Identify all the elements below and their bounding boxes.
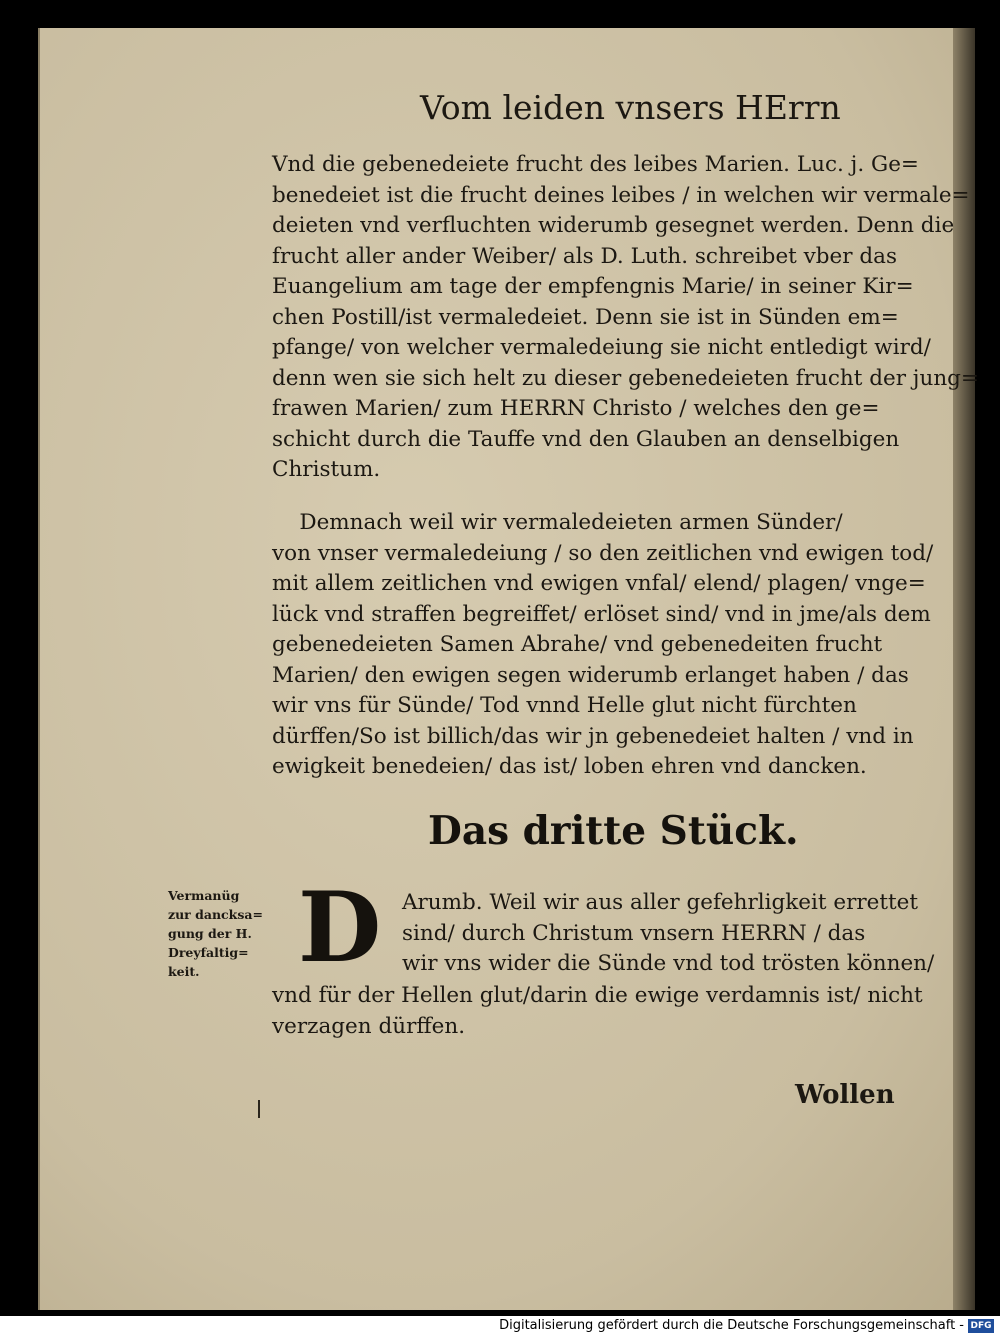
text-line: benedeiet ist die frucht deines leibes / in welchen wir vermale= — [272, 182, 970, 208]
text-line: dürffen/So ist billich/das wir jn gebenedeiet halten / vnd in — [272, 723, 914, 749]
text-line: vnd für der Hellen glut/darin die ewige verdamnis ist/ nicht — [272, 983, 923, 1008]
section-heading: Das dritte Stück. — [428, 808, 799, 854]
text-line: denn wen sie sich helt zu dieser gebenedeieten frucht der jung= — [272, 365, 979, 391]
paragraph-3-indented — [402, 888, 934, 980]
paragraph-1 — [272, 150, 979, 486]
marginal-line: zur dancksa= — [168, 907, 263, 922]
ink-mark — [258, 1100, 260, 1118]
text-line: Christum. — [272, 457, 381, 482]
paragraph-3-full — [272, 981, 923, 1042]
dfg-logo: DFG — [968, 1319, 994, 1333]
text-line: verzagen dürffen. — [272, 1013, 466, 1039]
text-line: lück vnd straffen begreiffet/ erlöset sind/ vnd in jme/als dem — [272, 601, 931, 627]
text-line: Demnach weil wir vermaledeieten armen Sünder/ — [272, 510, 843, 535]
text-line: Marien/ den ewigen segen widerumb erlanget haben / das — [272, 662, 909, 688]
marginal-note — [168, 886, 263, 981]
drop-initial: D — [298, 871, 382, 984]
text-line: Euangelium am tage der empfengnis Marie/ in seiner Kir= — [272, 274, 914, 299]
digitization-footer — [0, 1316, 1000, 1338]
text-line: deieten vnd verfluchten widerumb gesegnet werden. Denn die — [272, 213, 955, 238]
footer-text: Digitalisierung gefördert durch die Deutsche Forschungsgemeinschaft - — [499, 1318, 964, 1333]
marginal-line: Dreyfaltig= — [168, 945, 249, 960]
text-line: frucht aller ander Weiber/ als D. Luth. schreibet vber das — [272, 243, 898, 269]
text-line: gebenedeieten Samen Abrahe/ vnd gebenedeiten frucht — [272, 632, 883, 657]
marginal-line: keit. — [168, 964, 200, 979]
text-line: schicht durch die Tauffe vnd den Glauben an denselbigen — [272, 426, 900, 452]
text-line: ewigkeit benedeien/ das ist/ loben ehren vnd dancken. — [272, 754, 867, 779]
running-header: Vom leiden vnsers HErrn — [420, 88, 841, 127]
paragraph-2 — [272, 508, 933, 783]
marginal-line: Vermanüg — [168, 888, 240, 903]
text-line: mit allem zeitlichen vnd ewigen vnfal/ elend/ plagen/ vnge= — [272, 571, 926, 596]
text-line: wir vns wider die Sünde vnd tod trösten können/ — [402, 951, 935, 976]
text-line: frawen Marien/ zum HERRN Christo / welches den ge= — [272, 396, 880, 421]
text-line: pfange/ von welcher vermaledeiung sie nicht entledigt wird/ — [272, 335, 931, 360]
text-line: chen Postill/ist vermaledeiet. Denn sie ist in Sünden em= — [272, 304, 899, 330]
catchword: Wollen — [795, 1080, 895, 1110]
marginal-line: gung der H. — [168, 926, 252, 941]
text-line: von vnser vermaledeiung / so den zeitlichen vnd ewigen tod/ — [272, 540, 934, 566]
text-line: sind/ durch Christum vnsern HERRN / das — [402, 920, 866, 946]
text-line: wir vns für Sünde/ Tod vnnd Helle glut nicht fürchten — [272, 693, 857, 718]
text-line: Vnd die gebenedeiete frucht des leibes Marien. Luc. j. Ge= — [272, 152, 919, 177]
text-line: Arumb. Weil wir aus aller gefehrligkeit errettet — [402, 890, 919, 915]
